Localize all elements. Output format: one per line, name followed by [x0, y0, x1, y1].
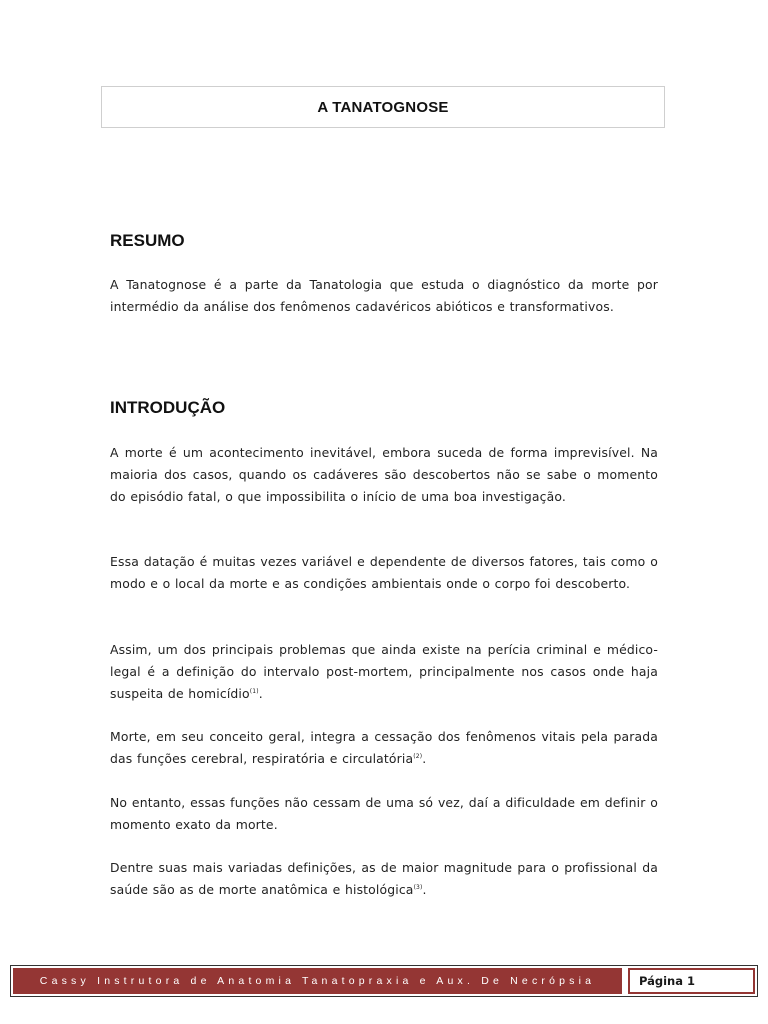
footer-author-band	[13, 968, 622, 994]
footnote-ref-2: (2)	[413, 753, 423, 760]
intro-paragraph-4-end: .	[422, 751, 427, 766]
intro-paragraph-4	[110, 726, 658, 770]
intro-paragraph-6-end: .	[422, 882, 427, 897]
resumo-heading: RESUMO	[110, 231, 185, 250]
document-title: A TANATOGNOSE	[317, 98, 449, 116]
intro-paragraph-1	[110, 442, 658, 508]
intro-paragraph-2	[110, 551, 658, 595]
intro-paragraph-3-end: .	[258, 686, 263, 701]
introducao-heading: INTRODUÇÃO	[110, 398, 226, 417]
intro-paragraph-1-text: A morte é um acontecimento inevitável, embora suceda de forma imprevisível. Na maioria dos casos, quando os cadáveres são descobertos não se sabe o momento do episódio fatal, o que impossibilita o início de uma boa investigação.	[110, 445, 658, 504]
intro-paragraph-5	[110, 792, 658, 836]
footnote-ref-1: (1)	[249, 688, 259, 695]
page-footer	[10, 965, 758, 997]
intro-paragraph-4-text: Morte, em seu conceito geral, integra a cessação dos fenômenos vitais pela parada das funções cerebral, respiratória e circulatória	[110, 729, 658, 766]
resumo-paragraph: A Tanatognose é a parte da Tanatologia que estuda o diagnóstico da morte por intermédio da análise dos fenômenos cadavéricos abióticos e transformativos.	[110, 277, 658, 314]
intro-paragraph-3-text: Assim, um dos principais problemas que ainda existe na perícia criminal e médico-legal é a definição do intervalo post-mortem, principalmente nos casos onde haja suspeita de homicídio	[110, 642, 658, 701]
footnote-ref-3: (3)	[413, 884, 423, 891]
document-title-box	[101, 86, 665, 128]
footer-page-box	[628, 968, 755, 994]
intro-paragraph-2-text: Essa datação é muitas vezes variável e dependente de diversos fatores, tais como o modo e o local da morte e as condições ambientais onde o corpo foi descoberto.	[110, 554, 658, 591]
intro-paragraph-6	[110, 857, 658, 901]
intro-paragraph-3	[110, 639, 658, 705]
intro-paragraph-6-text: Dentre suas mais variadas definições, as de maior magnitude para o profissional da saúde são as de morte anatômica e histológica	[110, 860, 658, 897]
footer-author-text: Cassy Instrutora de Anatomia Tanatopraxia e Aux. De Necrópsia	[39, 975, 596, 987]
page-number: Página 1	[639, 974, 696, 988]
intro-paragraph-5-text: No entanto, essas funções não cessam de uma só vez, daí a dificuldade em definir o momento exato da morte.	[110, 795, 658, 832]
